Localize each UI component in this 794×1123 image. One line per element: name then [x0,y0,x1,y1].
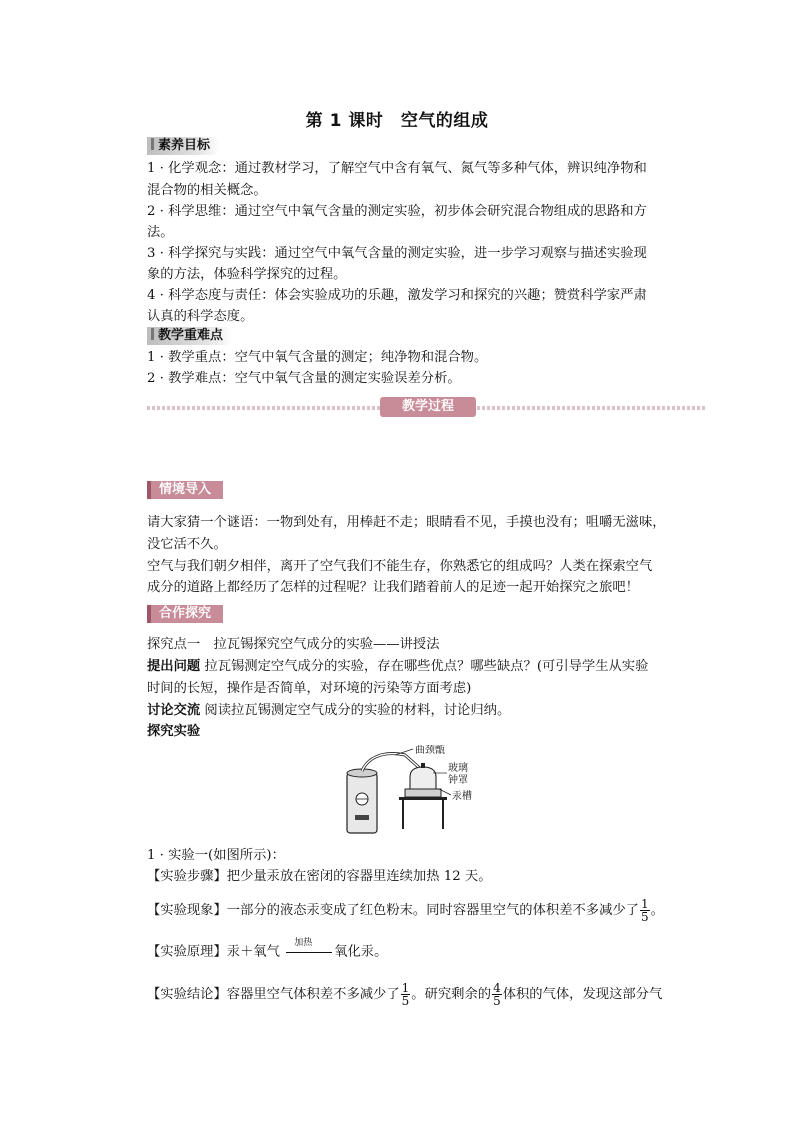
principle-reactants: 汞＋氧气 [226,944,280,960]
goal-2-line-2: 法。 [147,225,174,240]
discuss-line [147,703,510,719]
point-one-title: 探究点一 拉瓦锡探究空气成分的实验——讲授法 [147,637,440,652]
key-heading: 教学重难点 [147,327,233,345]
intro-line-4: 成分的道路上都经历了怎样的过程呢？让我们踏着前人的足迹一起开始探究之旅吧！ [147,580,639,595]
key-point-2: 2 · 教学难点：空气中氧气含量的测定实验误差分析。 [147,371,461,386]
fraction-four-fifths: $\frac{4}{5}$ [493,981,501,1008]
principle-product: 氧化汞。 [334,944,388,960]
retort-label: 曲颈甑 [415,745,445,756]
phenomenon-text: 一部分的液态汞变成了红色粉末。同时容器里空气的体积差不多减少了 [226,903,639,918]
exp-intro: 1 · 实验一(如图所示)： [147,848,285,863]
steps-label: 【实验步骤】 [147,869,227,884]
goal-1-line-1: 1 · 化学观念：通过教材学习，了解空气中含有氧气、氮气等多种气体，辨识纯净物和 [147,161,647,176]
reaction-arrow [284,938,334,960]
goal-3-line-1: 3 · 科学探究与实践：通过空气中氧气含量的测定实验，进一步学习观察与描述实验现 [147,246,647,261]
intro-heading: 情境导入 [147,481,223,499]
steps-line [147,869,492,885]
discuss-text: 阅读拉瓦锡测定空气成分的实验的材料，讨论归纳。 [200,703,511,718]
goal-4-line-2: 认真的科学态度。 [147,309,254,324]
question-label: 提出问题 [147,659,201,674]
intro-line-2: 没它活不久。 [147,537,227,552]
conclusion-label: 【实验结论】 [147,987,227,1002]
question-line-2: 时间的长短，操作是否简单，对环境的污染等方面考虑) [147,681,472,696]
question-text-1: 拉瓦锡测定空气成分的实验，存在哪些优点？哪些缺点？(可引导学生从实验 [200,659,649,674]
bell-jar-label-1: 玻璃 [448,763,468,774]
intro-line-3: 空气与我们朝夕相伴，离开了空气我们不能生存，你熟悉它的组成吗？人类在探索空气 [147,559,653,574]
mercury-trough [405,789,441,797]
discuss-label: 讨论交流 [147,703,201,718]
fraction-one-fifth-b: $\frac{1}{5}$ [401,981,410,1008]
fraction-one-fifth-a: $\frac{1}{5}$ [640,897,649,924]
principle-line [147,938,388,961]
page-title: 第 1 课时 空气的组成 [305,111,489,131]
coop-heading: 合作探究 [147,605,223,623]
goal-3-line-2: 象的方法，体验科学探究的过程。 [147,267,347,282]
conclusion-line: 【实验结论】容器里空气体积差不多减少了 $\frac{1}{5}$ 。研究剩余的 $\frac{4}{5}$ 体积的气体，发现这部分气 [147,981,663,1008]
key-point-1: 1 · 教学重点：空气中氧气含量的测定；纯净物和混合物。 [147,350,488,365]
goal-2-line-1: 2 · 科学思维：通过空气中氧气含量的测定实验，初步体会研究混合物组成的思路和方 [147,204,647,219]
goal-4-line-1: 4 · 科学态度与责任：体会实验成功的乐趣，激发学习和探究的兴趣；赞赏科学家严肃 [147,288,647,303]
reaction-condition: 加热 [294,938,313,948]
process-label: 教学过程 [380,397,476,417]
steps-text: 把少量汞放在密闭的容器里连续加热 12 天。 [226,869,492,884]
question-line-1 [147,659,648,675]
goal-1-line-2: 混合物的相关概念。 [147,183,267,198]
explore-label: 探究实验 [147,724,201,739]
phenomenon-label: 【实验现象】 [147,903,227,918]
principle-label: 【实验原理】 [147,944,227,960]
bell-jar-label-2: 钟罩 [448,775,468,786]
trough-label: 汞槽 [452,791,472,802]
lavoisier-apparatus-figure [335,745,495,837]
goals-heading: 素养目标 [147,137,220,155]
intro-line-1: 请大家猜一个谜语：一物到处有，用棒赶不走；眼睛看不见，手摸也没有；咀嚼无滋味， [147,515,666,530]
phenomenon-line: 【实验现象】一部分的液态汞变成了红色粉末。同时容器里空气的体积差不多减少了 $\frac{1}{5}$ 。 [147,897,664,924]
